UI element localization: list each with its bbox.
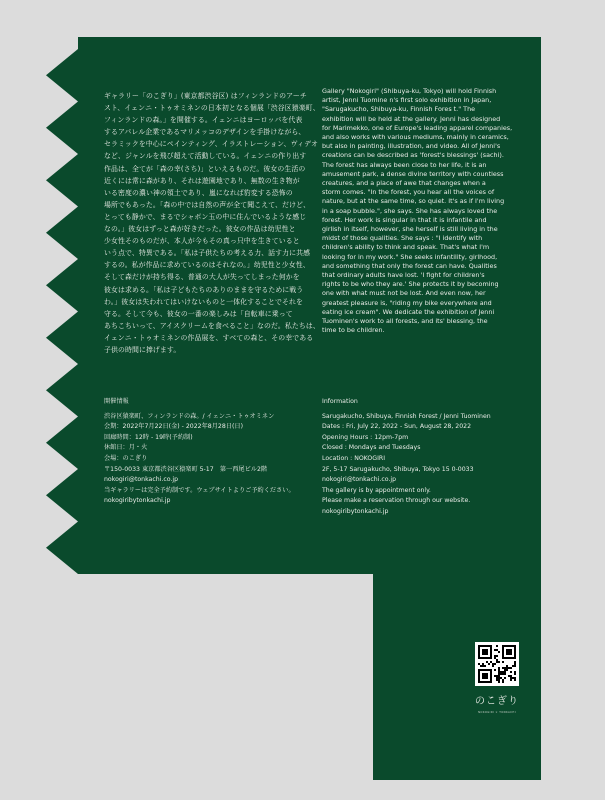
japanese-info-line: 当ギャラリーは完全予約制です。ウェブサイトよりご予約ください。 xyxy=(104,486,295,494)
english-info-line: The gallery is by appointment only. xyxy=(322,486,431,494)
english-text-line: amusement park, a dense divine territory with countless xyxy=(322,169,504,178)
japanese-text-line: セラミックを中心にペインティング、イラストレーション、ヴィデオ xyxy=(104,140,319,149)
english-text-line: for Marimekko, one of Europe's leading apparel companies, xyxy=(322,123,513,132)
japanese-text-line: 守る。そして今も、彼女の一番の楽しみは「自転車に乗って xyxy=(104,309,293,318)
english-info-line: Information xyxy=(322,398,358,405)
japanese-text-line: 作品は、全てが「森の幸(さち)」といえるものだ。彼女の生活の xyxy=(104,164,306,173)
japanese-text-line: 近くには常に森があり、それは遊園地であり、無数の生き物が xyxy=(104,176,300,185)
english-text-line: greatest pleasure is, "riding my bike everywhere and xyxy=(322,298,492,307)
english-text-line: one with what must not be lost. And even now, her xyxy=(322,289,486,298)
japanese-info-line: 会期：2022年7月22日(金) - 2022年8月28日(日) xyxy=(104,423,243,431)
english-description xyxy=(322,87,538,335)
english-info-line: Opening Hours : 12pm-7pm xyxy=(322,433,409,441)
english-information xyxy=(322,397,538,518)
japanese-text-line: そして森だけが持ち得る、普通の大人が失ってしまった何かを xyxy=(104,273,300,282)
japanese-text-line: いる密度の濃い神の領土であり、嵐になれば豹変する恐怖の xyxy=(104,188,293,197)
english-text-line: creatures, and a place of awe that changes when a xyxy=(322,179,486,188)
english-text-line: and also works with various mediums, mainly in ceramics, xyxy=(322,133,509,142)
japanese-text-line: 場所でもあった。「森の中では自然の声が全て聞こえて、だけど、 xyxy=(104,200,311,209)
english-text-line: Tuominen's work to all forests, and its' blessing, the xyxy=(322,317,488,326)
english-text-line: storm comes. "In the forest, you hear all the voices of xyxy=(322,188,495,197)
japanese-info-line: nokogiri@tonkachi.co.jp xyxy=(104,476,179,484)
brand-block xyxy=(466,642,528,714)
english-text-line: "Sarugakucho, Shibuya-ku, Finnish Fores t." The xyxy=(322,105,476,114)
japanese-text-line: スト、イェンニ・トゥオミネンの日本初となる個展「渋谷区猿楽町、 xyxy=(104,104,320,113)
brand-subtitle: NOKOGIRI × TONKACHI xyxy=(478,711,516,714)
english-text-line: girlish in itself, however, she herself is still living in the xyxy=(322,225,498,234)
english-info-line: nokogiribytonkachi.jp xyxy=(322,507,389,515)
qr-code-pattern xyxy=(478,645,516,683)
english-text-line: looking for in my work." She seeks infantility, girlhood, xyxy=(322,252,498,261)
japanese-info-line: 〒150-0033 東京都渋谷区猿楽町 5-17 第一西尾ビル2階 xyxy=(104,465,268,473)
japanese-text-line: 少女性そのものだが、本人が今もその真っ只中を生きていると xyxy=(104,237,300,246)
japanese-info-line: 渋谷区猿楽町、フィンランドの森。/ イェンニ・トゥオミネン xyxy=(104,412,275,420)
english-text-line: eating ice cream". We dedicate the exhibition of Jenni xyxy=(322,307,495,316)
english-text-line: artist, Jenni Tuomine n's first solo exhibition in Japan, xyxy=(322,96,492,105)
english-text-line: The forest has always been close to her life, it is an xyxy=(322,160,487,169)
japanese-text-line: 彼女は求める。「私は子どもたちのありのままを守るために戦う xyxy=(104,285,304,294)
english-info-line: nokogiri@tonkachi.co.jp xyxy=(322,476,397,484)
english-info-line: Sarugakucho, Shibuya, Finnish Forest / Jenni Tuominen xyxy=(322,412,491,420)
english-text-line: time to be children. xyxy=(322,326,385,335)
japanese-text-line: イェンニ・トゥオミネンの作品展を、すべての森と、その幸である xyxy=(104,333,314,342)
english-info-line: Location : NOKOGIRI xyxy=(322,454,386,462)
english-text-line: in a soap bubble.", she says. She has always loved the xyxy=(322,206,498,215)
japanese-text-line: とっても静かで、まるでシャボン玉の中に住んでいるような感じ xyxy=(104,212,307,221)
japanese-info-line: 会場：のこぎり xyxy=(104,454,148,462)
japanese-text-line: あちこちいって、アイスクリームを食べること」なのだ。私たちは、 xyxy=(104,321,320,330)
english-text-line: nature, but at the same time, so quiet. It's as if I'm living xyxy=(322,197,505,206)
english-text-line: midst of those qualities. She says : "I identify with xyxy=(322,234,483,243)
japanese-info-line: 回廊時間：12時 - 19時(予約制) xyxy=(104,433,193,441)
english-info-line: Closed : Mondays and Tuesdays xyxy=(322,444,421,452)
japanese-text-line: など、ジャンルを飛び超えて活動している。イェンニの作り出す xyxy=(104,152,307,161)
english-text-line: and something that only the forest can have. Qualities xyxy=(322,261,497,270)
japanese-description xyxy=(104,90,320,356)
english-text-line: rights to be who they are.' She protects it by becoming xyxy=(322,280,499,289)
english-text-line: children's ability to think and speak. That's what I'm xyxy=(322,243,490,252)
english-info-line: 2F, 5-17 Sarugakucho, Shibuya, Tokyo 15 0-0033 xyxy=(322,465,474,473)
english-info-line: Dates : Fri, July 22, 2022 - Sun, August 28, 2022 xyxy=(322,423,472,431)
japanese-text-line: なの。」彼女はずっと森が好きだった。彼女の作品は幼児性と xyxy=(104,225,296,234)
english-text-line: exhibition will be held at the gallery. Jenni has designed xyxy=(322,114,501,123)
english-text-line: creations can be described as 'forest's blessings' (sachi). xyxy=(322,151,504,160)
japanese-text-line: するの。私が作品に求めているのはそれなの。」幼児性と少女性、 xyxy=(104,261,310,270)
japanese-text-line: フィンランドの森。」を開催する。イェンニはヨーロッパを代表 xyxy=(104,116,303,125)
japanese-text-line: 子供の時間に捧げます。 xyxy=(104,345,181,354)
qr-code-icon[interactable] xyxy=(475,642,519,686)
japanese-info-line: 休館日：月・火 xyxy=(104,444,148,452)
brand-name: のこぎり xyxy=(475,696,519,707)
english-text-line: that ordinary adults have lost. 'I fight for children's xyxy=(322,271,485,280)
japanese-info-line: 開催情報 xyxy=(104,398,129,405)
japanese-text-line: いう点で、特異である。「私は子供たちの考える力、話す力に共感 xyxy=(104,249,311,258)
japanese-text-line: するアパレル企業であるマリメッコのデザインを手掛けながら、 xyxy=(104,128,306,137)
japanese-text-line: ギャラリー「のこぎり」(東京都渋谷区) はフィンランドのアーチ xyxy=(104,92,307,100)
japanese-text-line: わ。」彼女は失われてはいけないものと一体化することでそれを xyxy=(104,297,303,306)
japanese-info-line: nokogiribytonkachi.jp xyxy=(104,497,171,505)
english-text-line: Gallery "Nokogiri" (Shibuya-ku, Tokyo) will hold Finnish xyxy=(322,87,497,95)
english-text-line: forest. Her work is singular in that it is infantile and xyxy=(322,215,487,224)
english-info-line: Please make a reservation through our website. xyxy=(322,497,471,505)
english-text-line: but also in painting, illustration, and video. All of Jenni's xyxy=(322,142,501,151)
japanese-information xyxy=(104,397,314,507)
